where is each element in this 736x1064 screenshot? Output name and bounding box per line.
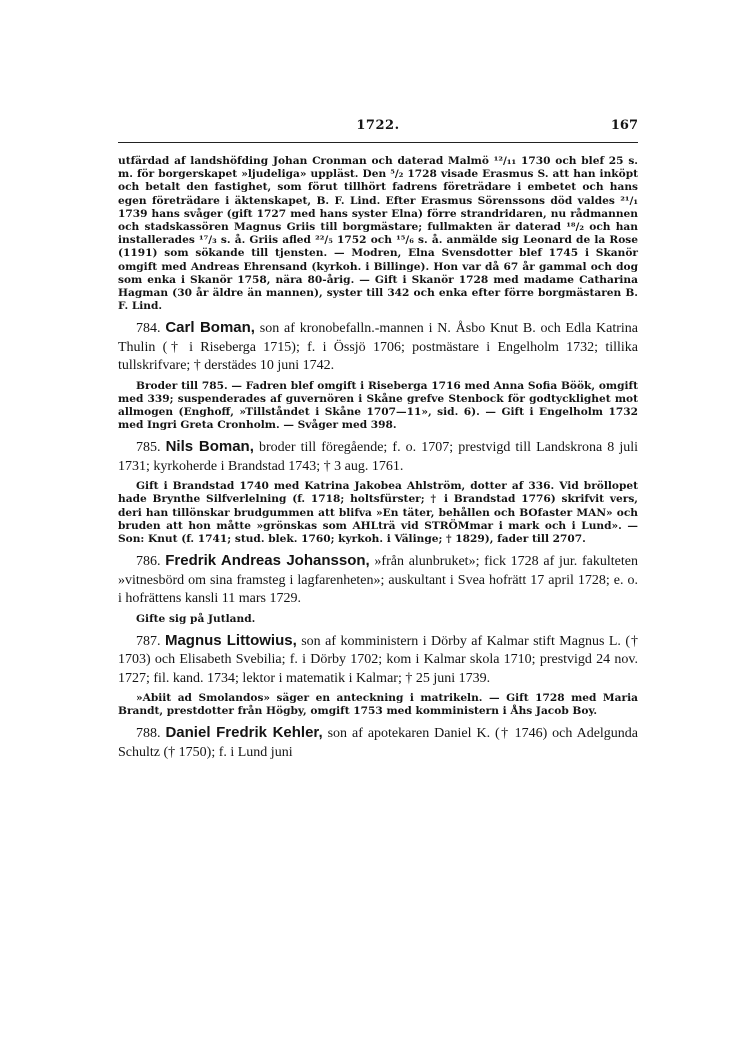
entry-name: Carl Boman, [165,319,255,337]
entry-number: 786. [136,554,161,570]
note-paragraph: »Abiit ad Smolandos» säger en anteckning i matrikeln. — Gift 1728 med Maria Brandt, prestdotter från Högby, omgift 1753 med komministern i Åhs Jacob Boy. [118,691,638,718]
entry-name: Nils Boman, [165,438,254,456]
entry-text: »från alunbruket»; fick 1728 af jur. fakulteten »vitnesbörd om sina framsteg i lagfarenheten»; auskultant i Svea hofrätt 17 april 1728; e. o. i hofrättens kansli 11 mars 1729. [118,554,638,607]
biography-entry-787 [118,632,638,688]
note-paragraph: Gifte sig på Jutland. [136,612,256,625]
entry-name: Daniel Fredrik Kehler, [165,724,323,742]
biography-entry-784 [118,319,638,375]
page-header [118,118,638,140]
biography-entry-788 [118,724,638,762]
entry-name: Magnus Littowius, [164,631,297,649]
header-year: 1722. [356,118,400,133]
page-number: 167 [610,118,638,133]
entry-number: 788. [136,726,161,742]
entry-text: son af apotekaren Daniel K. († 1746) och Adelgunda Schultz († 1750); f. i Lund juni [118,726,639,760]
header-rule [118,142,638,143]
entry-name: Fredrik Andreas Johansson, [165,552,370,570]
entry-number: 784. [136,321,161,337]
entry-number: 787. [136,633,161,649]
biography-entry-786 [118,552,638,608]
entry-text: son af komministern i Dörby af Kalmar stift Magnus L. († 1703) och Elisabeth Svebilia; f. i Dörby 1702; kom i Kalmar skola 1710; prestvigd 24 nov. 1727; fil. kand. 1734; lektor i matematik i Kalmar; † 25 juni 1739. [118,633,639,686]
entry-text: son af kronobefalln.-mannen i N. Åsbo Knut B. och Edla Katrina Thulin († i Riseberga 1715); f. i Össjö 1706; postmästare i Engelholm 1732; tillika tullskrifvare; † derstädes 10 juni 1742. [118,321,638,374]
document-page [118,118,638,766]
note-paragraph: utfärdad af landshöfding Johan Cronman och daterad Malmö ¹²/₁₁ 1730 och blef 25 s. m. för borgerskapet »ljudeliga» uppläst. Den ⁵/₂ 1728 visade Erasmus S. att han inköpt och betalt den fastighet, som förut tillhört fadrens företrädare i embetet och hans egen företrädare i äktenskapet, B. F. Lind. Efter Erasmus Sörenssons död valdes ²¹/₁ 1739 hans svåger (gift 1727 med hans syster Elna) förre strandridaren, nu rådmannen och stadskassören Magnus Griis till borgmästare; fullmakten är daterad ¹⁸/₂ och han installerades ¹⁷/₃ s. å. Griis afled ²²/₅ 1752 och ¹⁵/₆ s. å. anmälde sig Leonard de la Rose (1191) som sökande till tjensten. — Modren, Elna Svensdotter blef 1745 i Skanör omgift med Andreas Ehrensand (kyrkoh. i Billinge). Hon var då 67 år gammal och dog som enka i Skanör 1758, nära 80-årig. — Gift i Skanör 1728 med madame Catharina Hagman (30 år äldre än mannen), syster till 342 och enka efter förre borgmästaren B. F. Lind. [118,155,638,313]
note-paragraph: Broder till 785. — Fadren blef omgift i Riseberga 1716 med Anna Sofia Böök, omgift med 339; suspenderades af guvernören i Skåne grefve Stenbock för godtycklighet mot allmogen (Enghoff, »Tillståndet i Skåne 1707—11», sid. 6). — Gift i Engelholm 1732 med Ingri Greta Cronholm. — Svåger med 398. [118,379,638,432]
biography-entry-785 [118,438,638,476]
entry-text: broder till föregående; f. o. 1707; prestvigd till Landskrona 8 juli 1731; kyrkoherde i Brandstad 1743; † 3 aug. 1761. [118,440,639,474]
note-paragraph: Gift i Brandstad 1740 med Katrina Jakobea Ahlström, dotter af 336. Vid bröllopet hade Brynthe Silfverlelning (f. 1718; holtsfürster; † i Brandstad 1776) skrifvit vers, deri han tillönskar brudgummen att blifva »En täter, behållen och BOfaster MAN» och bruden att hon måtte »grönskas som AHLträ vid STRÖMmar i mark och i Lund». — Son: Knut (f. 1741; stud. blek. 1760; kyrkoh. i Välinge; † 1829), fader till 2707. [118,480,638,546]
entry-number: 785. [136,440,161,456]
